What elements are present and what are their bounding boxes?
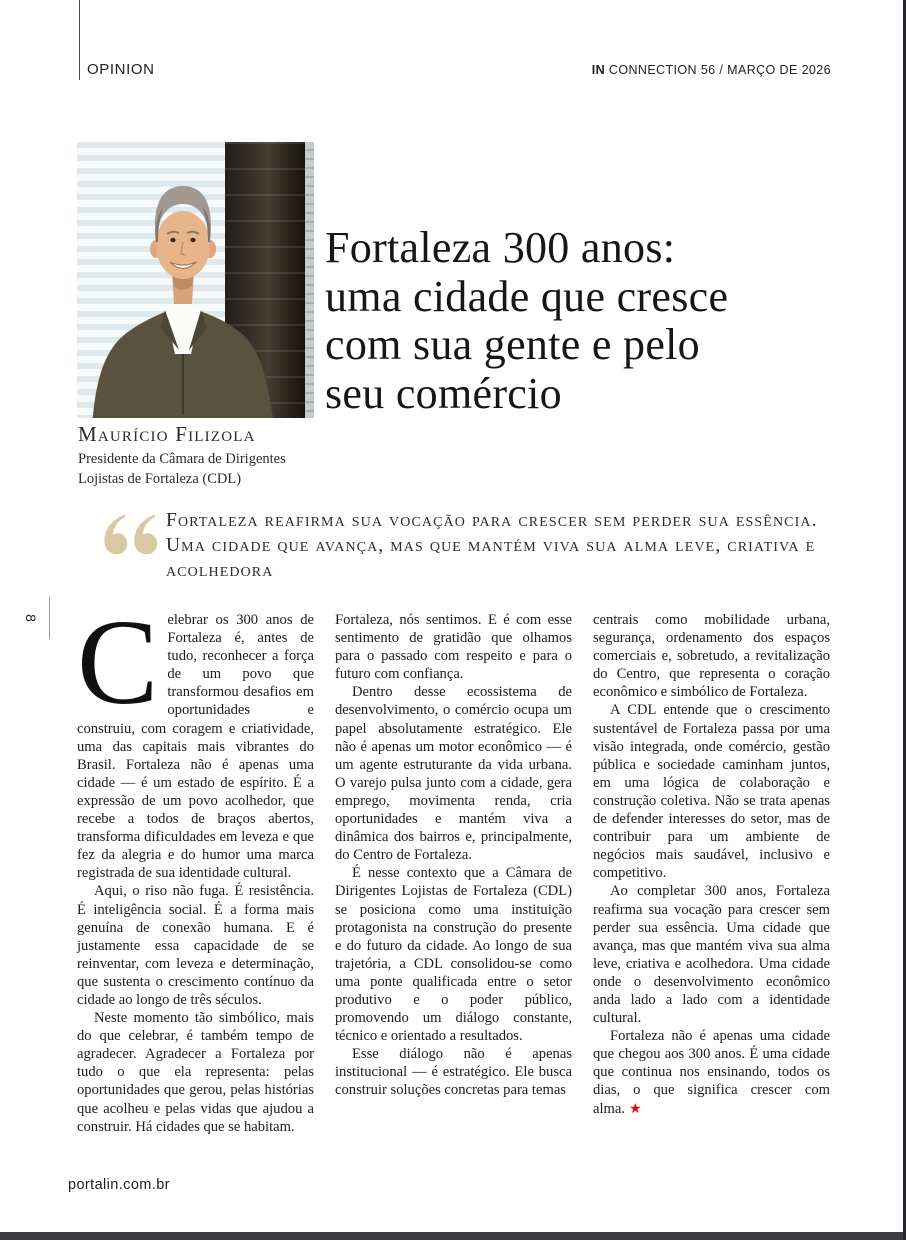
title-line: seu comércio [325,368,562,418]
end-star-icon: ★ [629,1101,642,1117]
article-paragraph: Aqui, o riso não fuga. É resistência. É inteligência social. É a forma mais genuína de conexão humana. E é justamente essa capacidade de se reinventar, com leveza e determinação, que sustenta o crescimento contínuo da cidade ao longo de três séculos. [77,883,314,1008]
issue-number-date: CONNECTION 56 / MARÇO DE 2026 [605,63,831,77]
kicker-rule [79,0,80,80]
author-role [78,449,286,489]
pull-quote-text: Fortaleza reafirma sua vocação para crescer sem perder sua essência. Uma cidade que avança, mas que mantém viva sua alma leve, criativa e acolhedora [166,510,818,581]
page-number: 8 [22,614,39,622]
person-illustration [77,142,314,418]
article-paragraph: Esse diálogo não é apenas institucional — é estratégico. Ele busca construir soluções concretas para temas [335,1046,572,1099]
issue-info [592,63,831,77]
author-photo [77,142,314,418]
article-paragraph: Neste momento tão simbólico, mais do que celebrar, é também tempo de agradecer. Agradecer a Fortaleza por tudo o que ela representa: pelas oportunidades que gerou, pelas histórias que acolheu e pelas vidas que ajudou a construir. Há cidades que se habitam. [77,1010,314,1135]
article-paragraph: A CDL entende que o crescimento sustentável de Fortaleza passa por uma visão integrada, onde comércio, gestão pública e sociedade caminham juntos, em uma lógica de colaboração e construção coletiva. Não se trata apenas de defender interesses do setor, mas de contribuir para um ambiente de negócios mais saudável, inclusivo e competitivo. [593,702,830,882]
bottom-bar [0,1232,906,1240]
article-paragraph: Fortaleza não é apenas uma cidade que chegou aos 300 anos. É uma cidade que continua nos ensinando, todos os dias, o que significa crescer com alma. ★ [593,1028,830,1117]
pull-quote-block [100,508,848,583]
author-role-line2: Lojistas de Fortaleza (CDL) [78,471,242,487]
article-paragraph: Dentro desse ecossistema de desenvolvimento, o comércio ocupa um papel absolutamente estratégico. Ele não é apenas um motor econômico — é um agente estruturante da vida urbana. O varejo pulsa junto com a cidade, gera emprego, movimenta renda, cria oportunidades e mantém viva a dinâmica dos bairros e, principalmente, do Centro de Fortaleza. [335,684,572,864]
author-role-line1: Presidente da Câmara de Dirigentes [78,451,286,467]
title-line: Fortaleza 300 anos: [325,223,676,272]
title-line: com sua gente e pelo [325,320,700,369]
quote-icon [100,512,158,556]
body-column-2 [335,611,572,1136]
article-paragraph: Ao completar 300 anos, Fortaleza reafirma sua vocação para crescer sem perder sua essência. Uma cidade que avança, mas que mantém viva sua alma leve, criativa e acolhedora. Uma cidade onde o desenvolvimento econômico anda lado a lado com a identidade cultural. [593,883,830,1027]
opinion-kicker: OPINION [87,61,155,78]
article-paragraph: centrais como mobilidade urbana, segurança, ordenamento dos espaços comerciais e, sobretudo, a revitalização do Centro, que representa o coração econômico e simbólico de Fortaleza. [593,612,830,701]
article-title [325,224,728,418]
footer-url: portalin.com.br [68,1177,170,1193]
article-paragraph: Fortaleza, nós sentimos. E é com esse sentimento de gratidão que olhamos para o passado com respeito e para o futuro com confiança. [335,612,572,683]
article-body [77,595,831,1136]
page-number-rule [49,597,50,639]
author-name: Maurício Filizola [78,422,256,446]
body-column-3 [593,611,830,1136]
body-column-1 [77,595,314,1136]
article-paragraph: É nesse contexto que a Câmara de Dirigentes Lojistas de Fortaleza (CDL) se posiciona como uma instituição protagonista na construção do presente e do futuro da cidade. Ao longo de sua trajetória, a CDL consolidou-se como uma ponte qualificada entre o setor produtivo e o poder público, promovendo um diálogo constante, técnico e orientado a resultados. [335,865,572,1045]
magazine-name: IN [591,63,606,77]
drop-cap: C [77,595,159,730]
title-line: uma cidade que cresce [325,271,729,321]
article-paragraph: Celebrar os 300 anos de Fortaleza é, antes de tudo, reconhecer a força de um povo que transformou desafios em oportunidades e construiu, com coragem e criatividade, uma das capitais mais vibrantes do Brasil. Fortaleza não é apenas uma cidade — é um estado de espírito. É a expressão de um povo acolhedor, que recebe a todos de braços abertos, transforma dificuldades em leveza e que fez da alegria e do humor uma marca registrada de sua identidade cultural. [77,595,314,882]
